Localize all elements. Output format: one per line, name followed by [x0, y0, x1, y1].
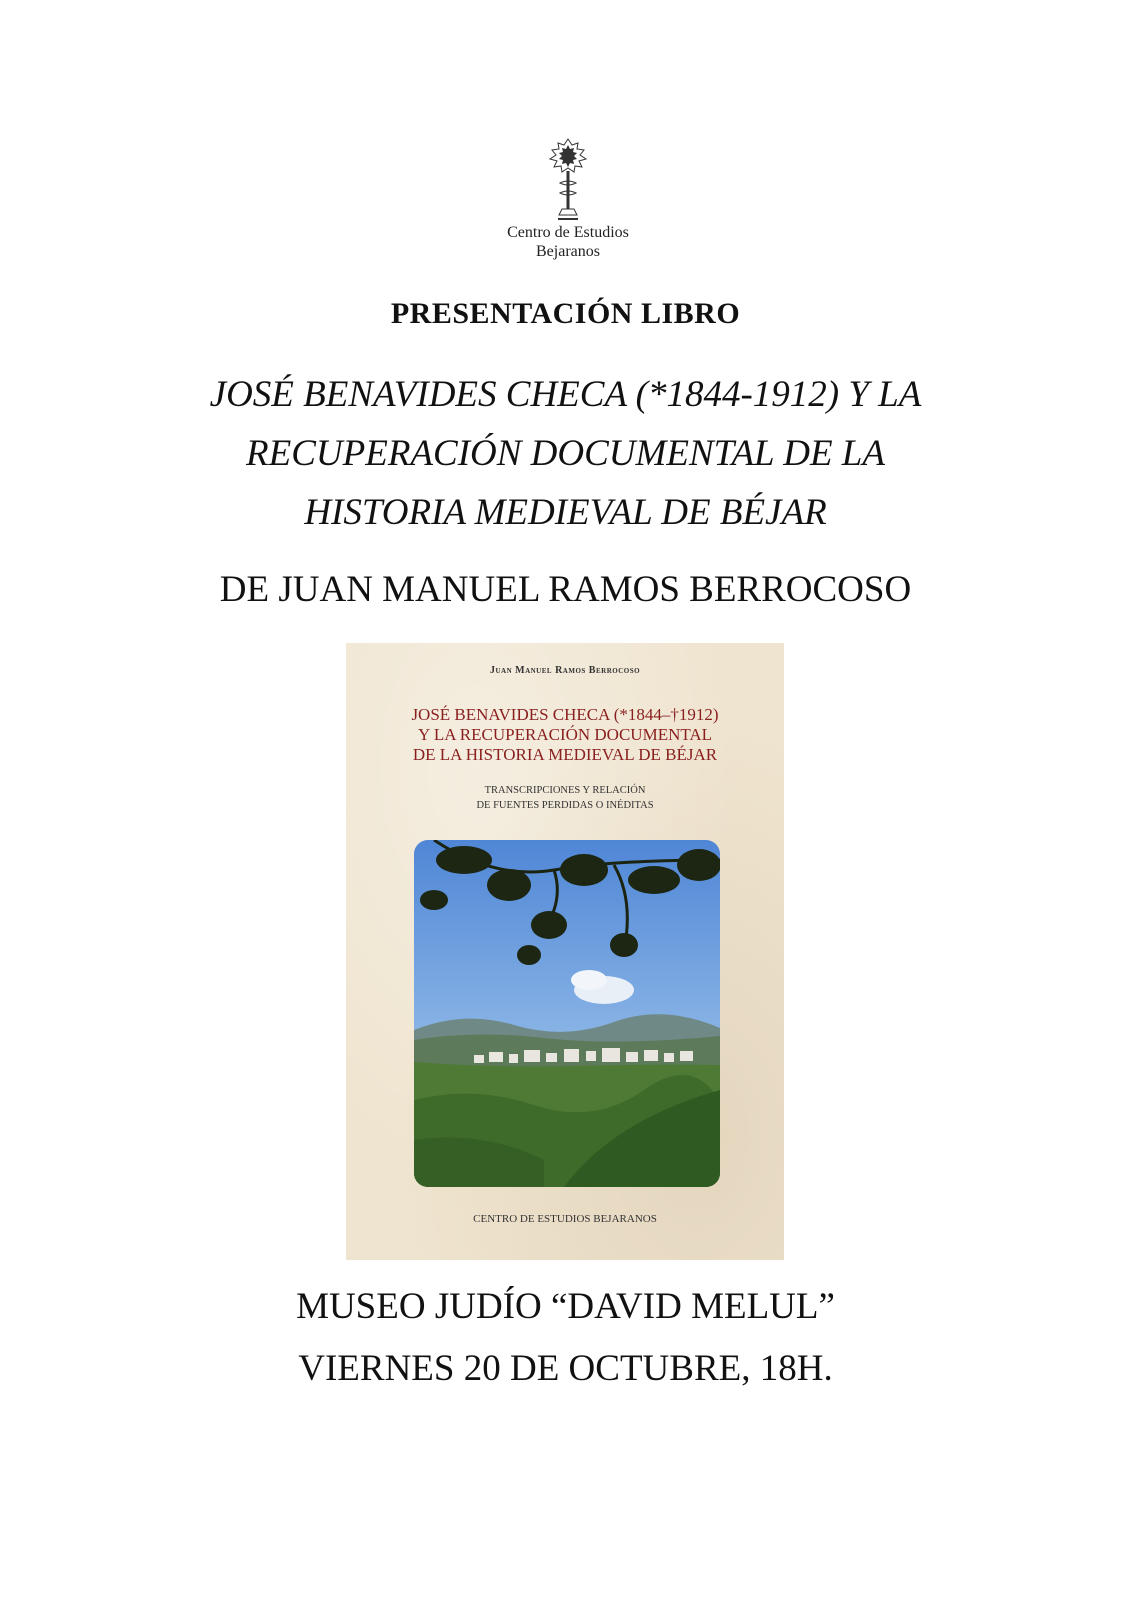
book-title — [150, 365, 981, 542]
logo — [478, 135, 658, 270]
event-datetime: VIERNES 20 DE OCTUBRE, 18H. — [298, 1348, 833, 1389]
logo-line-2: Bejaranos — [536, 243, 600, 260]
book-author: DE JUAN MANUEL RAMOS BERROCOSO — [219, 569, 912, 610]
cover-landscape-photo — [414, 840, 720, 1187]
logo-line-1: Centro de Estudios — [507, 224, 629, 241]
book-cover — [346, 643, 784, 1260]
cover-title-line-2: Y LA RECUPERACIÓN DOCUMENTAL — [417, 725, 713, 744]
cover-title — [346, 705, 784, 765]
cover-subtitle-line-1: TRANSCRIPCIONES Y RELACIÓN — [484, 785, 646, 796]
cover-title-line-3: DE LA HISTORIA MEDIEVAL DE BÉJAR — [412, 745, 718, 764]
logo-text — [478, 223, 658, 261]
book-title-line-3: HISTORIA MEDIEVAL DE BÉJAR — [304, 492, 827, 533]
tree-emblem-icon — [538, 135, 598, 223]
cover-publisher: CENTRO DE ESTUDIOS BEJARANOS — [473, 1213, 657, 1225]
cover-title-line-1: JOSÉ BENAVIDES CHECA (*1844–†1912) — [411, 705, 719, 724]
event-venue: MUSEO JUDÍO “DAVID MELUL” — [296, 1286, 835, 1327]
cover-author: Juan Manuel Ramos Berrocoso — [489, 665, 641, 676]
book-title-line-2: RECUPERACIÓN DOCUMENTAL DE LA — [246, 433, 885, 474]
cover-subtitle-line-2: DE FUENTES PERDIDAS O INÉDITAS — [476, 800, 654, 811]
event-heading: PRESENTACIÓN LIBRO — [390, 297, 741, 330]
book-title-line-1: JOSÉ BENAVIDES CHECA (*1844-1912) Y LA — [209, 374, 922, 415]
cover-subtitle — [346, 783, 784, 813]
